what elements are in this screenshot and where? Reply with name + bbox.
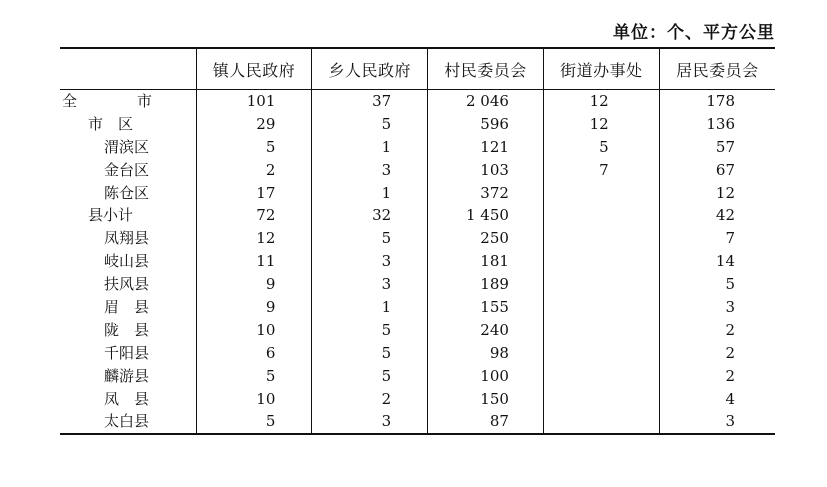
cell-village-committee: 2 046 bbox=[428, 90, 544, 113]
cell-town-government: 2 bbox=[196, 159, 312, 182]
cell-township-government: 5 bbox=[312, 227, 428, 250]
cell-village-committee: 181 bbox=[428, 250, 544, 273]
cell-street-office: 7 bbox=[543, 159, 659, 182]
header-town-government: 镇人民政府 bbox=[196, 48, 312, 90]
table-row bbox=[60, 113, 775, 136]
cell-resident-committee: 14 bbox=[659, 250, 775, 273]
cell-resident-committee: 4 bbox=[659, 388, 775, 411]
cell-street-office bbox=[543, 204, 659, 227]
cell-village-committee: 250 bbox=[428, 227, 544, 250]
header-street-office: 街道办事处 bbox=[543, 48, 659, 90]
row-region-name: 千阳县 bbox=[104, 343, 150, 362]
table-row bbox=[60, 319, 775, 342]
cell-town-government: 10 bbox=[196, 388, 312, 411]
cell-village-committee: 155 bbox=[428, 296, 544, 319]
cell-street-office: 12 bbox=[543, 90, 659, 113]
cell-resident-committee: 12 bbox=[659, 182, 775, 205]
cell-village-committee: 87 bbox=[428, 410, 544, 434]
cell-township-government: 1 bbox=[312, 136, 428, 159]
table-row bbox=[60, 273, 775, 296]
cell-resident-committee: 3 bbox=[659, 296, 775, 319]
cell-town-government: 5 bbox=[196, 136, 312, 159]
cell-resident-committee: 42 bbox=[659, 204, 775, 227]
row-region-name: 全 市 bbox=[62, 91, 153, 110]
row-region-name: 凤翔县 bbox=[104, 229, 150, 248]
cell-street-office bbox=[543, 365, 659, 388]
cell-resident-committee: 2 bbox=[659, 365, 775, 388]
cell-town-government: 29 bbox=[196, 113, 312, 136]
cell-resident-committee: 67 bbox=[659, 159, 775, 182]
cell-town-government: 10 bbox=[196, 319, 312, 342]
row-region-name: 眉 县 bbox=[104, 297, 150, 316]
table-row bbox=[60, 410, 775, 434]
cell-village-committee: 150 bbox=[428, 388, 544, 411]
cell-township-government: 3 bbox=[312, 273, 428, 296]
table-row bbox=[60, 296, 775, 319]
cell-town-government: 72 bbox=[196, 204, 312, 227]
cell-town-government: 17 bbox=[196, 182, 312, 205]
cell-resident-committee: 57 bbox=[659, 136, 775, 159]
table-row bbox=[60, 365, 775, 388]
cell-township-government: 5 bbox=[312, 365, 428, 388]
cell-town-government: 9 bbox=[196, 296, 312, 319]
unit-note: 单位：个、平方公里 bbox=[613, 23, 775, 43]
cell-township-government: 5 bbox=[312, 342, 428, 365]
table-header-row bbox=[60, 48, 775, 90]
cell-resident-committee: 2 bbox=[659, 342, 775, 365]
cell-street-office bbox=[543, 273, 659, 296]
table-row bbox=[60, 136, 775, 159]
cell-resident-committee: 5 bbox=[659, 273, 775, 296]
row-region-name: 县小计 bbox=[88, 206, 134, 225]
cell-street-office bbox=[543, 388, 659, 411]
cell-street-office: 12 bbox=[543, 113, 659, 136]
cell-township-government: 1 bbox=[312, 296, 428, 319]
header-region bbox=[60, 48, 196, 90]
cell-village-committee: 240 bbox=[428, 319, 544, 342]
table-row bbox=[60, 250, 775, 273]
cell-resident-committee: 3 bbox=[659, 410, 775, 434]
cell-street-office bbox=[543, 227, 659, 250]
statistics-table bbox=[60, 47, 775, 435]
cell-town-government: 101 bbox=[196, 90, 312, 113]
cell-resident-committee: 178 bbox=[659, 90, 775, 113]
cell-town-government: 12 bbox=[196, 227, 312, 250]
row-region-name: 凤 县 bbox=[104, 389, 150, 408]
row-region-name: 陇 县 bbox=[104, 320, 150, 339]
cell-town-government: 6 bbox=[196, 342, 312, 365]
row-region-name: 金台区 bbox=[104, 160, 150, 179]
row-region-name: 扶风县 bbox=[104, 275, 150, 294]
cell-street-office bbox=[543, 250, 659, 273]
cell-resident-committee: 136 bbox=[659, 113, 775, 136]
table-row bbox=[60, 182, 775, 205]
cell-street-office bbox=[543, 342, 659, 365]
cell-village-committee: 121 bbox=[428, 136, 544, 159]
table-row bbox=[60, 159, 775, 182]
cell-resident-committee: 7 bbox=[659, 227, 775, 250]
header-village-committee: 村民委员会 bbox=[428, 48, 544, 90]
cell-town-government: 5 bbox=[196, 410, 312, 434]
cell-village-committee: 189 bbox=[428, 273, 544, 296]
cell-township-government: 3 bbox=[312, 159, 428, 182]
cell-village-committee: 1 450 bbox=[428, 204, 544, 227]
cell-township-government: 37 bbox=[312, 90, 428, 113]
cell-township-government: 2 bbox=[312, 388, 428, 411]
cell-town-government: 11 bbox=[196, 250, 312, 273]
cell-street-office bbox=[543, 182, 659, 205]
row-region-name: 渭滨区 bbox=[104, 137, 150, 156]
table-row bbox=[60, 388, 775, 411]
cell-village-committee: 372 bbox=[428, 182, 544, 205]
cell-town-government: 5 bbox=[196, 365, 312, 388]
table-row bbox=[60, 204, 775, 227]
cell-village-committee: 103 bbox=[428, 159, 544, 182]
cell-township-government: 32 bbox=[312, 204, 428, 227]
header-township-government: 乡人民政府 bbox=[312, 48, 428, 90]
cell-village-committee: 100 bbox=[428, 365, 544, 388]
row-region-name: 岐山县 bbox=[104, 252, 150, 271]
table-row bbox=[60, 342, 775, 365]
cell-street-office bbox=[543, 319, 659, 342]
cell-street-office: 5 bbox=[543, 136, 659, 159]
cell-township-government: 3 bbox=[312, 250, 428, 273]
table-body bbox=[60, 90, 775, 435]
cell-township-government: 1 bbox=[312, 182, 428, 205]
cell-village-committee: 98 bbox=[428, 342, 544, 365]
cell-township-government: 5 bbox=[312, 113, 428, 136]
header-resident-committee: 居民委员会 bbox=[659, 48, 775, 90]
row-region-name: 市 区 bbox=[88, 114, 134, 133]
cell-street-office bbox=[543, 410, 659, 434]
row-region-name: 陈仓区 bbox=[104, 183, 150, 202]
cell-street-office bbox=[543, 296, 659, 319]
row-region-name: 太白县 bbox=[60, 410, 196, 434]
cell-resident-committee: 2 bbox=[659, 319, 775, 342]
table-row bbox=[60, 227, 775, 250]
table-row bbox=[60, 90, 775, 113]
cell-village-committee: 596 bbox=[428, 113, 544, 136]
cell-township-government: 5 bbox=[312, 319, 428, 342]
row-region-name: 麟游县 bbox=[104, 366, 150, 385]
cell-township-government: 3 bbox=[312, 410, 428, 434]
cell-town-government: 9 bbox=[196, 273, 312, 296]
